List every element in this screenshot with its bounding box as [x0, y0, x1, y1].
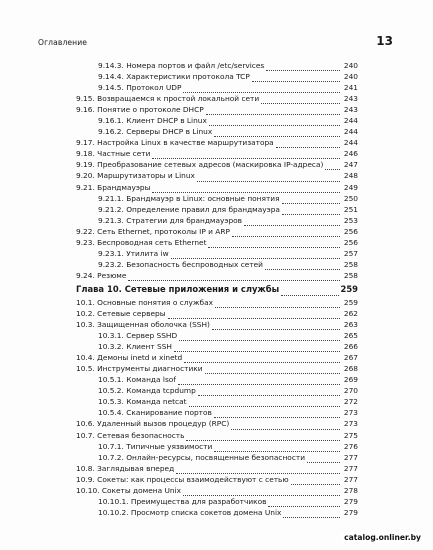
- toc-entry-title: 10.10. Сокеты домена Unix: [76, 485, 182, 495]
- toc-entry-title: 9.23.1. Утилита iw: [98, 248, 169, 258]
- toc-entry: [76, 204, 358, 215]
- toc-entry-page: 259: [340, 283, 358, 294]
- dot-leader: [168, 311, 340, 319]
- dot-leader: [261, 96, 340, 104]
- toc-entry: [76, 319, 358, 330]
- toc-entry-title: 9.21.1. Брандмауэр в Linux: основные понятия: [98, 193, 280, 203]
- toc-entry-title: 9.18. Частные сети: [76, 149, 151, 159]
- toc-entry-title: 9.23. Беспроводная сеть Ethernet: [76, 237, 207, 247]
- toc-entry: [76, 418, 358, 429]
- toc-entry-title: 10.5.1. Команда lsof: [98, 375, 176, 385]
- toc-entry-page: 279: [343, 507, 358, 517]
- toc-entry: [76, 182, 358, 193]
- toc-entry-title: 9.23.2. Безопасность беспроводных сетей: [98, 259, 263, 269]
- toc-entry-page: 244: [343, 127, 358, 137]
- toc-entry-title: 10.5.2. Команда tcpdump: [98, 386, 196, 396]
- dot-leader: [174, 344, 340, 352]
- dot-leader: [178, 377, 340, 385]
- dot-leader: [209, 118, 340, 126]
- page-number: 13: [376, 34, 393, 48]
- toc-entry-page: 275: [343, 430, 358, 440]
- toc-entry-page: 276: [343, 441, 358, 451]
- toc-entry-page: 243: [343, 94, 358, 104]
- dot-leader: [214, 129, 340, 137]
- toc-entry-page: 248: [343, 171, 358, 181]
- toc-entry: [76, 193, 358, 204]
- toc-entry: [76, 474, 358, 485]
- toc-entry-title: 10.5.3. Команда netcat: [98, 397, 187, 407]
- toc-entry-title: 9.20. Маршрутизаторы и Linux: [76, 171, 195, 181]
- toc-entry-page: 263: [343, 320, 358, 330]
- toc-entry-page: 273: [343, 408, 358, 418]
- dot-leader: [232, 229, 340, 237]
- toc-entry-title: 9.16.2. Серверы DHCP в Linux: [98, 127, 213, 137]
- toc-entry-title: 10.10.1. Преимущества для разработчиков: [98, 496, 267, 506]
- watermark: catalog.onliner.by: [341, 532, 424, 543]
- dot-leader: [283, 510, 340, 518]
- toc-entry-title: 10.5. Инструменты диагностики: [76, 364, 203, 374]
- toc-entry: [76, 170, 358, 181]
- dot-leader: [208, 240, 340, 248]
- toc-entry: [76, 270, 358, 281]
- toc-entry-title: 10.6. Удаленный вызов процедур (RPC): [76, 419, 230, 429]
- toc-entry-title: 9.15. Возвращаемся к простой локальной сети: [76, 94, 260, 104]
- toc-entry-page: 277: [343, 463, 358, 473]
- toc-entry-page: 240: [343, 72, 358, 82]
- dot-leader: [179, 333, 340, 341]
- toc-entry: [76, 430, 358, 441]
- running-header-title: Оглавление: [38, 38, 88, 47]
- toc-entry-title: 9.17. Настройка Linux в качестве маршрутизатора: [76, 138, 274, 148]
- toc-entry: [76, 259, 358, 270]
- toc-entry-page: 277: [343, 474, 358, 484]
- toc-entry-page: 279: [343, 496, 358, 506]
- toc-entry-title: 9.21.3. Стратегии для брандмауэров: [98, 215, 243, 225]
- toc-entry-page: 246: [343, 149, 358, 159]
- dot-leader: [282, 196, 340, 204]
- dot-leader: [325, 162, 340, 170]
- toc-entry-page: 278: [343, 485, 358, 495]
- dot-leader: [265, 262, 340, 270]
- toc-entry-page: 253: [343, 215, 358, 225]
- dot-leader: [252, 74, 340, 82]
- dot-leader: [214, 410, 340, 418]
- toc-entry-page: 258: [343, 259, 358, 269]
- toc-entry: [76, 396, 358, 407]
- dot-leader: [171, 251, 340, 259]
- dot-leader: [197, 174, 340, 182]
- toc-entry-page: 262: [343, 308, 358, 318]
- toc-entry-page: 249: [343, 182, 358, 192]
- toc-entry-page: 250: [343, 193, 358, 203]
- toc-entry: [76, 137, 358, 148]
- toc-entry: [76, 363, 358, 374]
- toc-entry: [76, 308, 358, 319]
- toc-entry-page: 277: [343, 452, 358, 462]
- toc-entry-title: 9.14.4. Характеристики протокола TCP: [98, 72, 250, 82]
- dot-leader: [183, 85, 340, 93]
- toc-entry-page: 269: [343, 375, 358, 385]
- dot-leader: [152, 151, 340, 159]
- toc-entry-title: 9.24. Резюме: [76, 270, 127, 280]
- toc-entry-title: 9.16. Понятие о протоколе DHCP: [76, 105, 204, 115]
- toc-entry-page: 241: [343, 83, 358, 93]
- toc-entry: [76, 115, 358, 126]
- toc-entry-page: 268: [343, 364, 358, 374]
- toc-entry: [76, 93, 358, 104]
- toc-entry-title: 9.21. Брандмауэры: [76, 182, 151, 192]
- dot-leader: [176, 466, 340, 474]
- toc-entry-title: 10.9. Сокеты: как процессы взаимодействуют с сетью: [76, 474, 289, 484]
- dot-leader: [291, 477, 340, 485]
- toc-entry-title: 10.1. Основные понятия о службах: [76, 297, 213, 307]
- toc-entry: [76, 248, 358, 259]
- toc-entry-page: 267: [343, 353, 358, 363]
- toc-entry-page: 243: [343, 105, 358, 115]
- toc-entry-title: 10.5.4. Сканирование портов: [98, 408, 212, 418]
- toc-entry-page: 270: [343, 386, 358, 396]
- dot-leader: [307, 455, 340, 463]
- toc-entry-title: 9.14.3. Номера портов и файл /etc/services: [98, 61, 265, 70]
- toc-entry-title: 10.3.1. Сервер SSHD: [98, 331, 178, 341]
- toc-entry: [76, 496, 358, 507]
- dot-leader: [198, 388, 340, 396]
- table-of-contents: [76, 60, 358, 518]
- toc-entry: [76, 352, 358, 363]
- toc-entry: [76, 463, 358, 474]
- toc-entry-page: 240: [343, 61, 358, 70]
- toc-entry: [76, 71, 358, 82]
- dot-leader: [281, 287, 338, 296]
- toc-entry-title: 10.7.2. Онлайн-ресурсы, посвященные безопасности: [98, 452, 306, 462]
- toc-entry: [76, 237, 358, 248]
- toc-entry-title: 9.21.2. Определение правил для брандмауэра: [98, 204, 280, 214]
- dot-leader: [231, 422, 340, 430]
- toc-entry-page: 247: [343, 160, 358, 170]
- toc-entry-page: 256: [343, 226, 358, 236]
- toc-entry: [76, 148, 358, 159]
- toc-entry-page: 244: [343, 138, 358, 148]
- toc-entry-page: 272: [343, 397, 358, 407]
- toc-entry-page: 273: [343, 419, 358, 429]
- toc-entry-page: 251: [343, 204, 358, 214]
- dot-leader: [205, 366, 340, 374]
- toc-entry-title: 10.7.1. Типичные уязвимости: [98, 441, 213, 451]
- toc-entry: [76, 407, 358, 418]
- dot-leader: [184, 355, 340, 363]
- toc-entry-title: 10.10.2. Просмотр списка сокетов домена Unix: [98, 507, 282, 517]
- toc-entry-title: 10.7. Сетевая безопасность: [76, 430, 185, 440]
- toc-entry: [76, 452, 358, 463]
- dot-leader: [268, 499, 340, 507]
- toc-entry: [76, 215, 358, 226]
- toc-entry-page: 257: [343, 248, 358, 258]
- toc-entry: [76, 82, 358, 93]
- toc-entry: [76, 341, 358, 352]
- toc-entry: [76, 159, 358, 170]
- toc-entry: [76, 374, 358, 385]
- dot-leader: [212, 322, 340, 330]
- dot-leader: [214, 444, 340, 452]
- page-header: [38, 36, 393, 52]
- dot-leader: [282, 207, 340, 215]
- toc-entry-title: 10.2. Сетевые серверы: [76, 308, 166, 318]
- toc-entry-title: 9.19. Преобразование сетевых адресов (маскировка IP-адреса): [76, 160, 324, 170]
- toc-entry-title: 9.14.5. Протокол UDP: [98, 83, 182, 93]
- toc-entry: [76, 485, 358, 496]
- toc-entry: [76, 104, 358, 115]
- dot-leader: [215, 300, 340, 308]
- toc-entry-title: 10.4. Демоны inetd и xinetd: [76, 353, 183, 363]
- toc-entry: [76, 126, 358, 137]
- toc-entry-page: 265: [343, 331, 358, 341]
- toc-entry: [76, 226, 358, 237]
- toc-entry-title: Глава 10. Сетевые приложения и службы: [76, 283, 280, 294]
- dot-leader: [183, 488, 340, 496]
- toc-entry-page: 258: [343, 270, 358, 280]
- dot-leader: [266, 63, 340, 71]
- toc-entry: [76, 330, 358, 341]
- toc-entry-page: 259: [343, 297, 358, 307]
- toc-entry: [76, 385, 358, 396]
- toc-entry-page: 266: [343, 342, 358, 352]
- toc-entry: [76, 507, 358, 518]
- toc-entry-title: 10.8. Заглядывая вперед: [76, 463, 175, 473]
- toc-entry-title: 10.3.2. Клиент SSH: [98, 342, 172, 352]
- toc-entry: [76, 441, 358, 452]
- dot-leader: [186, 433, 340, 441]
- dot-leader: [128, 273, 340, 281]
- dot-leader: [276, 140, 340, 148]
- toc-entry-title: 9.22. Сеть Ethernet, протоколы IP и ARP: [76, 226, 230, 236]
- toc-entry: [76, 60, 358, 71]
- toc-entry-page: 256: [343, 237, 358, 247]
- dot-leader: [206, 107, 340, 115]
- toc-chapter-entry: [76, 283, 358, 296]
- toc-entry-title: 10.3. Защищенная оболочка (SSH): [76, 320, 210, 330]
- toc-entry: [76, 297, 358, 308]
- toc-entry-page: 244: [343, 116, 358, 126]
- toc-entry-title: 9.16.1. Клиент DHCP в Linux: [98, 116, 207, 126]
- dot-leader: [152, 185, 340, 193]
- dot-leader: [189, 399, 340, 407]
- dot-leader: [244, 218, 340, 226]
